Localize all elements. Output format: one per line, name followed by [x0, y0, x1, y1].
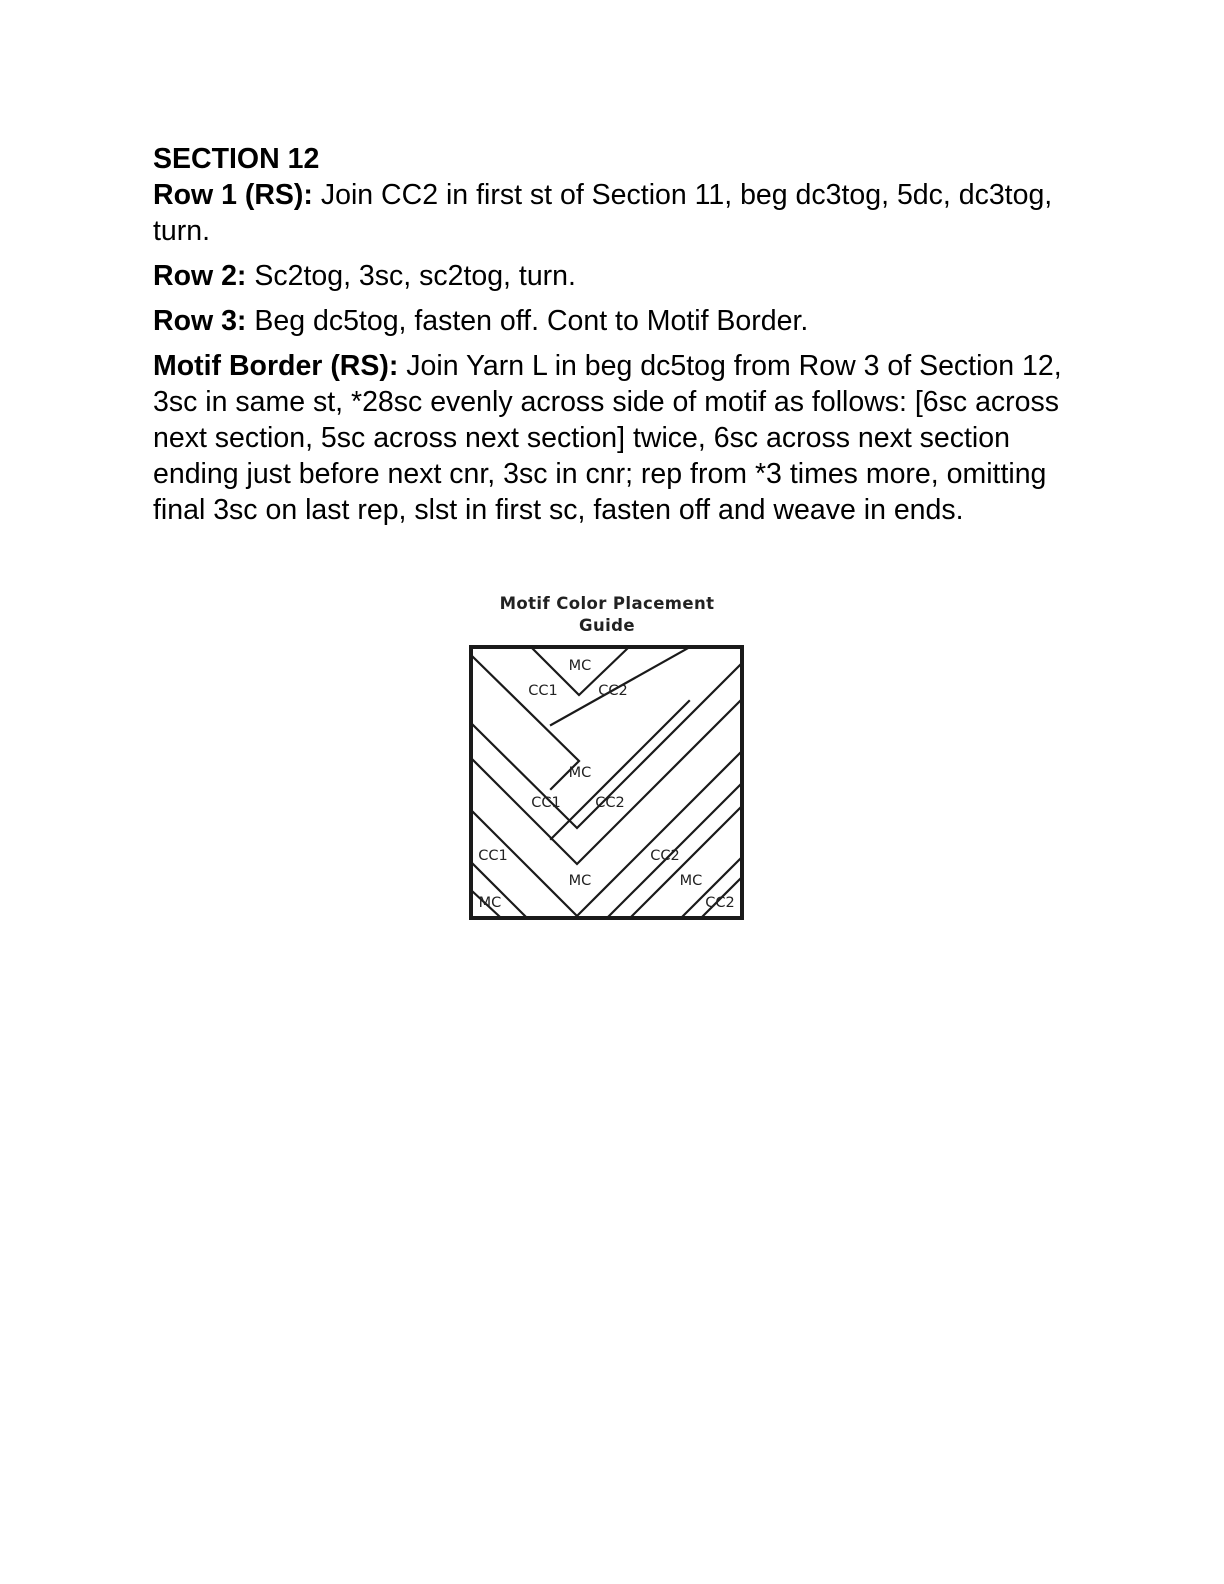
label-mid-cc2: CC2	[595, 795, 625, 811]
row-3-label: Row 3:	[153, 305, 247, 337]
label-top-mc: MC	[568, 658, 592, 674]
label-left-cc1: CC1	[478, 848, 508, 864]
chevron-line-2	[472, 656, 579, 789]
figure-caption: Motif Color Placement Guide	[499, 594, 715, 635]
instructions	[153, 141, 1073, 537]
label-mid-cc1: CC1	[531, 795, 561, 811]
motif-border-text: Join Yarn L in beg dc5tog from Row 3 of Section 12, 3sc in same st, *28sc evenly across side of motif as follows: [6sc across next section, 5sc across next section] twice, 6sc across next section ending just before next cnr, 3sc in cnr; rep from *3 times more, omitting final 3sc on last rep, slst in first sc, fasten off and weave in ends.	[153, 350, 1062, 526]
row-3	[153, 303, 1073, 339]
motif-border-label: Motif Border (RS):	[153, 350, 399, 382]
row-1-text: Join CC2 in first st of Section 11, beg dc3tog, 5dc, dc3tog, turn.	[153, 179, 1053, 247]
row-2	[153, 258, 1073, 294]
label-top-cc2: CC2	[598, 683, 628, 699]
label-corner-cc2: CC2	[705, 895, 735, 911]
label-right-mc: MC	[679, 873, 703, 889]
motif-border	[153, 348, 1073, 528]
row-2-label: Row 2:	[153, 260, 247, 292]
motif-diagram	[469, 645, 745, 921]
row-3-text: Beg dc5tog, fasten off. Cont to Motif Border.	[246, 305, 809, 337]
row-2-text: Sc2tog, 3sc, sc2tog, turn.	[246, 260, 576, 292]
label-left-mc: MC	[478, 895, 502, 911]
section-title: SECTION 12	[153, 143, 320, 175]
label-mid-mc: MC	[568, 765, 592, 781]
label-bottom-mc: MC	[568, 873, 592, 889]
label-top-cc1: CC1	[528, 683, 558, 699]
row-1-label: Row 1 (RS):	[153, 179, 313, 211]
label-right-cc2: CC2	[650, 848, 680, 864]
motif-color-guide	[469, 593, 745, 921]
row-1	[153, 177, 1073, 249]
